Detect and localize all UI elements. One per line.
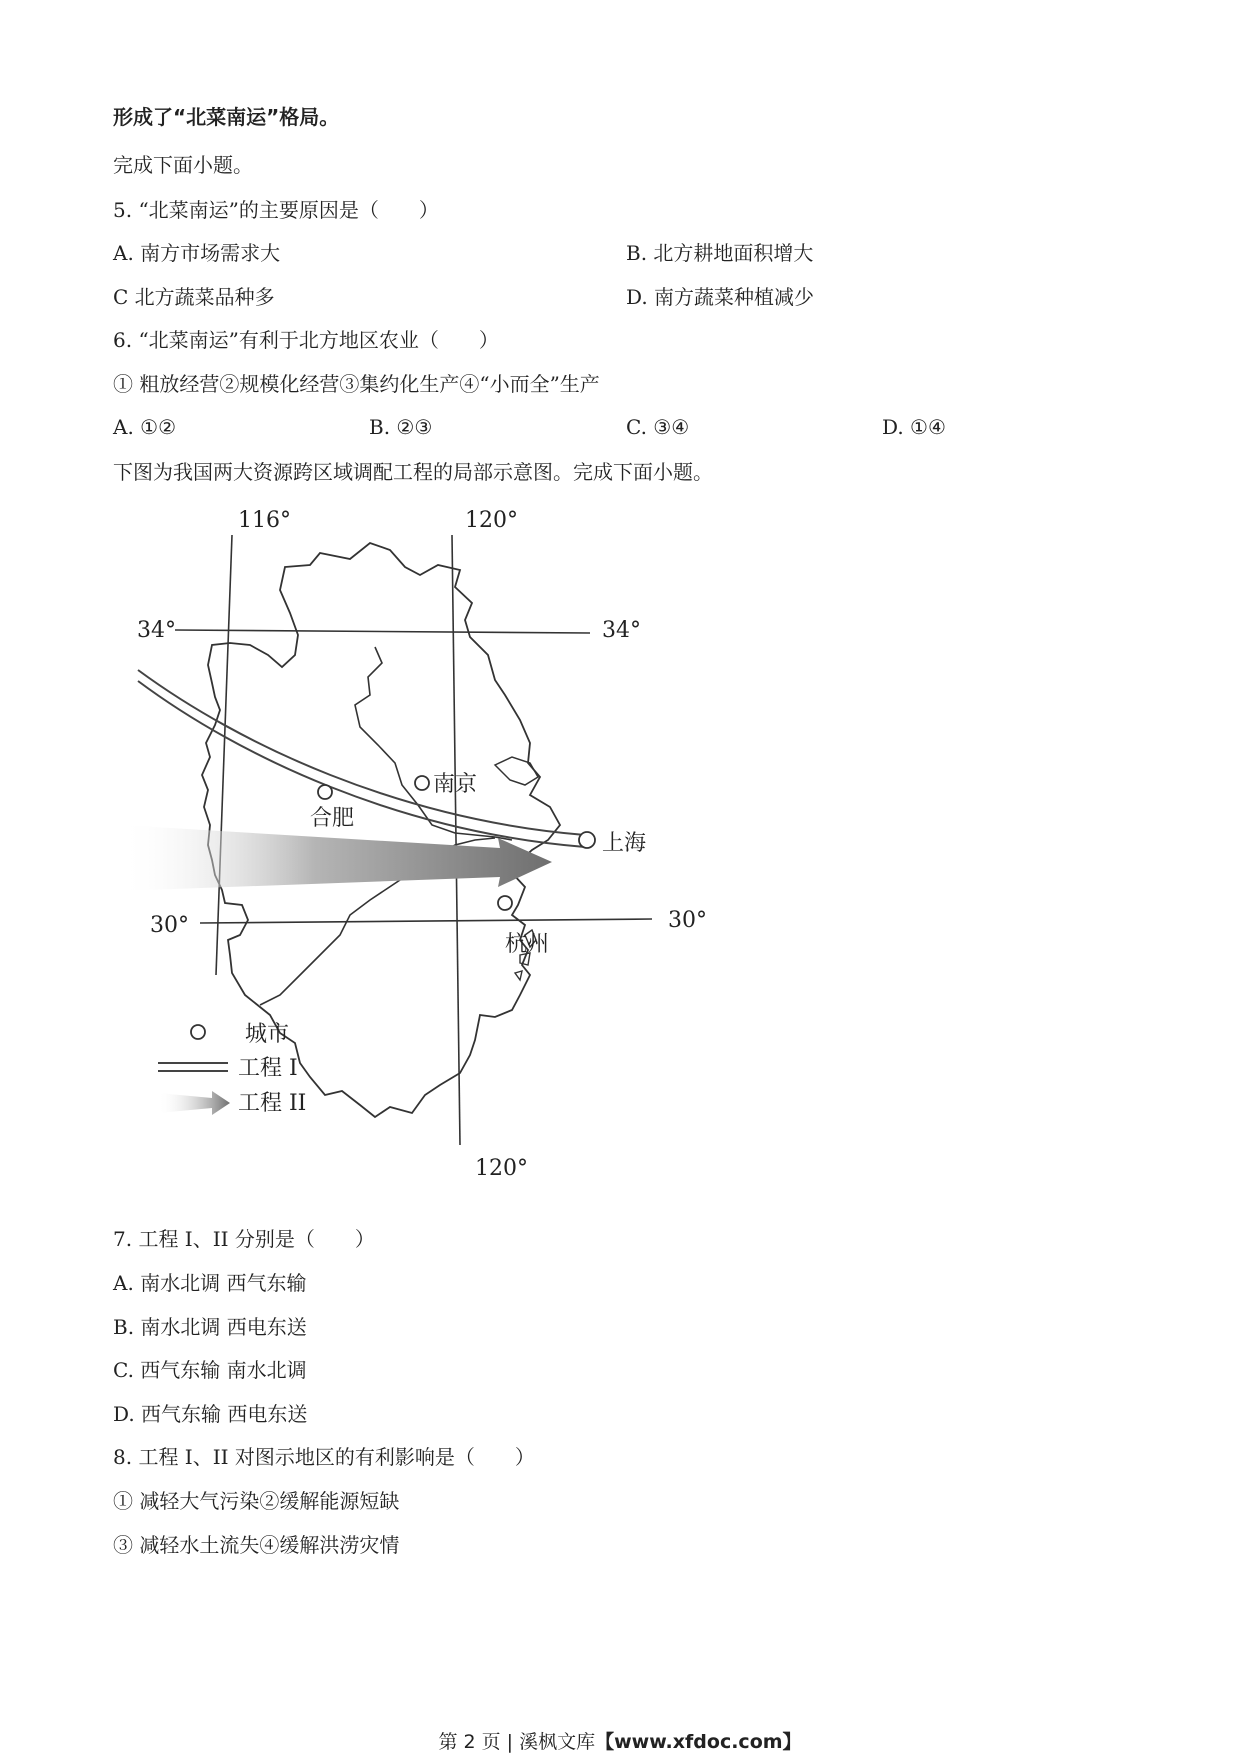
label-120-top: 120° — [465, 508, 518, 533]
intro-tail: 形成了“北菜南运”格局。 — [113, 105, 340, 129]
legend-city-icon — [191, 1025, 205, 1039]
longitude-116-line — [216, 535, 232, 975]
label-34-left: 34° — [137, 618, 176, 643]
label-30-right: 30° — [668, 908, 707, 933]
city-label-hefei: 合肥 — [310, 806, 355, 831]
resource-transfer-map — [120, 495, 720, 1185]
question-5-stem: 5. “北菜南运”的主要原因是（ ） — [113, 198, 439, 222]
page-footer — [0, 1727, 1240, 1754]
q6-option-a: A. ①② — [113, 415, 177, 439]
q7-option-a: A. 南水北调 西气东输 — [113, 1271, 307, 1295]
question-8-stem: 8. 工程 I、II 对图示地区的有利影响是（ ） — [113, 1445, 535, 1469]
latitude-30-line — [200, 919, 652, 923]
q8-statements-2: ③ 减轻水土流失④缓解洪涝灾情 — [113, 1533, 400, 1557]
footer-page-label: 第 2 页 | 溪枫文库 — [438, 1731, 596, 1753]
city-marker-hefei — [318, 785, 332, 799]
q5-option-d: D. 南方蔬菜种植减少 — [626, 285, 815, 309]
label-34-right: 34° — [602, 618, 641, 643]
q6-option-d: D. ①④ — [882, 415, 946, 439]
q5-option-c: C 北方蔬菜品种多 — [113, 285, 275, 309]
city-label-nanjing: 南京 — [433, 772, 478, 797]
footer-site-link[interactable]: 【www.xfdoc.com】 — [595, 1731, 802, 1753]
project-1-line — [138, 681, 585, 847]
longitude-120-line — [452, 535, 460, 1145]
question-6-stem: 6. “北菜南运”有利于北方地区农业（ ） — [113, 328, 499, 352]
q6-option-b: B. ②③ — [369, 415, 433, 439]
city-label-hangzhou: 杭州 — [505, 932, 550, 957]
q5-option-a: A. 南方市场需求大 — [113, 241, 281, 265]
legend-project-2-icon — [158, 1091, 230, 1115]
q5-option-b: B. 北方耕地面积增大 — [626, 241, 814, 265]
q8-statements-1: ① 减轻大气污染②缓解能源短缺 — [113, 1489, 400, 1513]
city-label-shanghai: 上海 — [602, 831, 647, 856]
q7-option-c: C. 西气东输 南水北调 — [113, 1358, 307, 1382]
q6-statements: ① 粗放经营②规模化经营③集约化生产④“小而全”生产 — [113, 372, 600, 396]
label-120-bottom: 120° — [475, 1156, 528, 1181]
label-30-left: 30° — [150, 913, 189, 938]
q7-option-d: D. 西气东输 西电东送 — [113, 1402, 308, 1426]
legend-city-label: 城市 — [245, 1022, 290, 1047]
project-2-arrow — [120, 825, 552, 891]
city-marker-hangzhou — [498, 896, 512, 910]
label-116: 116° — [238, 508, 291, 533]
city-marker-nanjing — [415, 776, 429, 790]
q7-option-b: B. 南水北调 西电东送 — [113, 1315, 307, 1339]
city-marker-shanghai — [579, 832, 595, 848]
legend-project-2-label: 工程 II — [238, 1091, 307, 1116]
instruction-text: 完成下面小题。 — [113, 153, 253, 177]
coast-island — [495, 757, 538, 785]
q6-option-c: C. ③④ — [626, 415, 690, 439]
latitude-34-line — [175, 630, 590, 633]
province-boundary — [355, 647, 512, 840]
legend-project-1-label: 工程 I — [238, 1056, 298, 1081]
map-intro: 下图为我国两大资源跨区域调配工程的局部示意图。完成下面小题。 — [113, 460, 713, 484]
question-7-stem: 7. 工程 I、II 分别是（ ） — [113, 1227, 375, 1251]
